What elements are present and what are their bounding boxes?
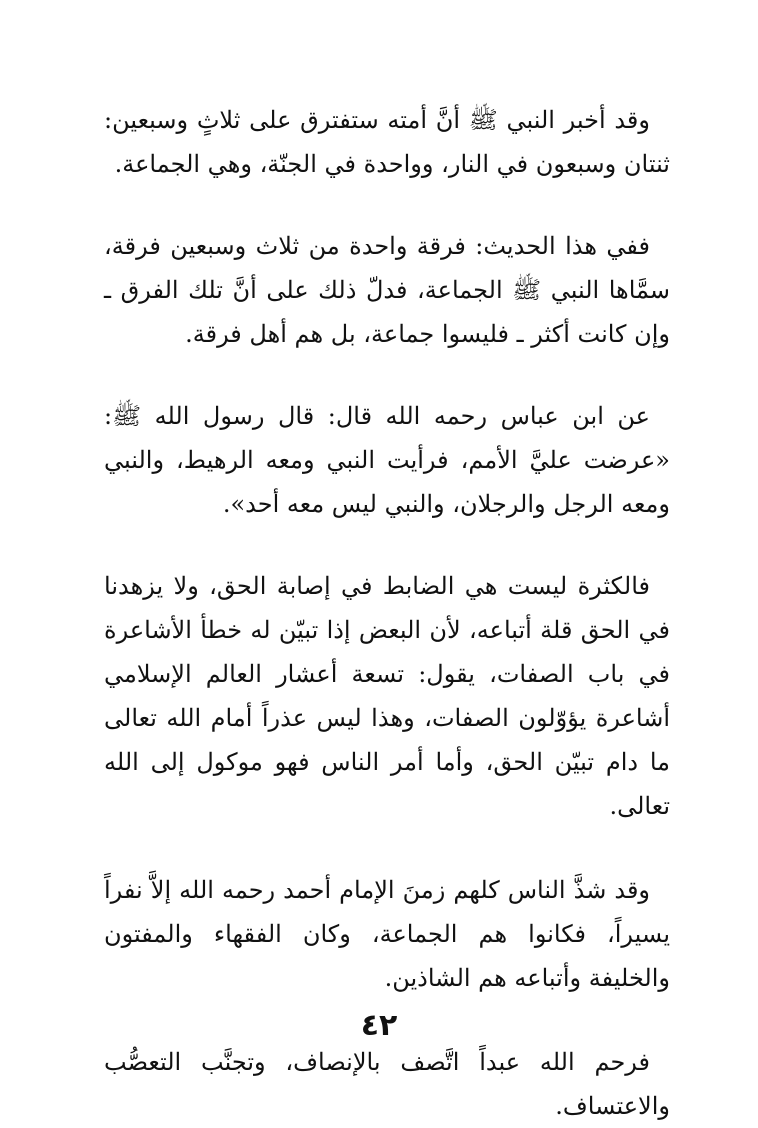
paragraph-3: عن ابن عباس رحمه الله قال: قال رسول الله ﷺ: «عرضت عليَّ الأمم، فرأيت النبي ومعه الرهيط، والنبي ومعه الرجل والرجلان، والنبي ليس معه أحد». — [104, 402, 670, 518]
paragraph-1: وقد أخبر النبي ﷺ أنَّ أمته ستفترق على ثلاثٍ وسبعين: ثنتان وسبعون في النار، وواحدة في الجنّة، وهي الجماعة. — [104, 106, 670, 178]
paragraph-5: وقد شذَّ الناس كلهم زمنَ الإمام أحمد رحمه الله إلاَّ نفراً يسيراً، فكانوا هم الجماعة، وكان الفقهاء والمفتون والخليفة وأتباعه هم الشاذين. — [104, 876, 670, 992]
paragraph-2: ففي هذا الحديث: فرقة واحدة من ثلاث وسبعين فرقة، سمَّاها النبي ﷺ الجماعة، فدلّ ذلك على أنَّ تلك الفرق ـ وإن كانت أكثر ـ فليسوا جماعة، بل هم أهل فرقة. — [104, 232, 670, 348]
page-number: ٤٢ — [360, 1008, 398, 1043]
page-body — [104, 98, 670, 1128]
paragraph-6: فرحم الله عبداً اتَّصف بالإنصاف، وتجنَّب التعصُّب والاعتساف. — [104, 1048, 670, 1120]
paragraph-4: فالكثرة ليست هي الضابط في إصابة الحق، ولا يزهدنا في الحق قلة أتباعه، لأن البعض إذا تبيّن له خطأ الأشاعرة في باب الصفات، يقول: تسعة أعشار العالم الإسلامي أشاعرة يؤوّلون الصفات، وهذا ليس عذراً أمام الله تعالى ما دام تبيّن الحق، وأما أمر الناس فهو موكول إلى الله تعالى. — [104, 572, 670, 820]
